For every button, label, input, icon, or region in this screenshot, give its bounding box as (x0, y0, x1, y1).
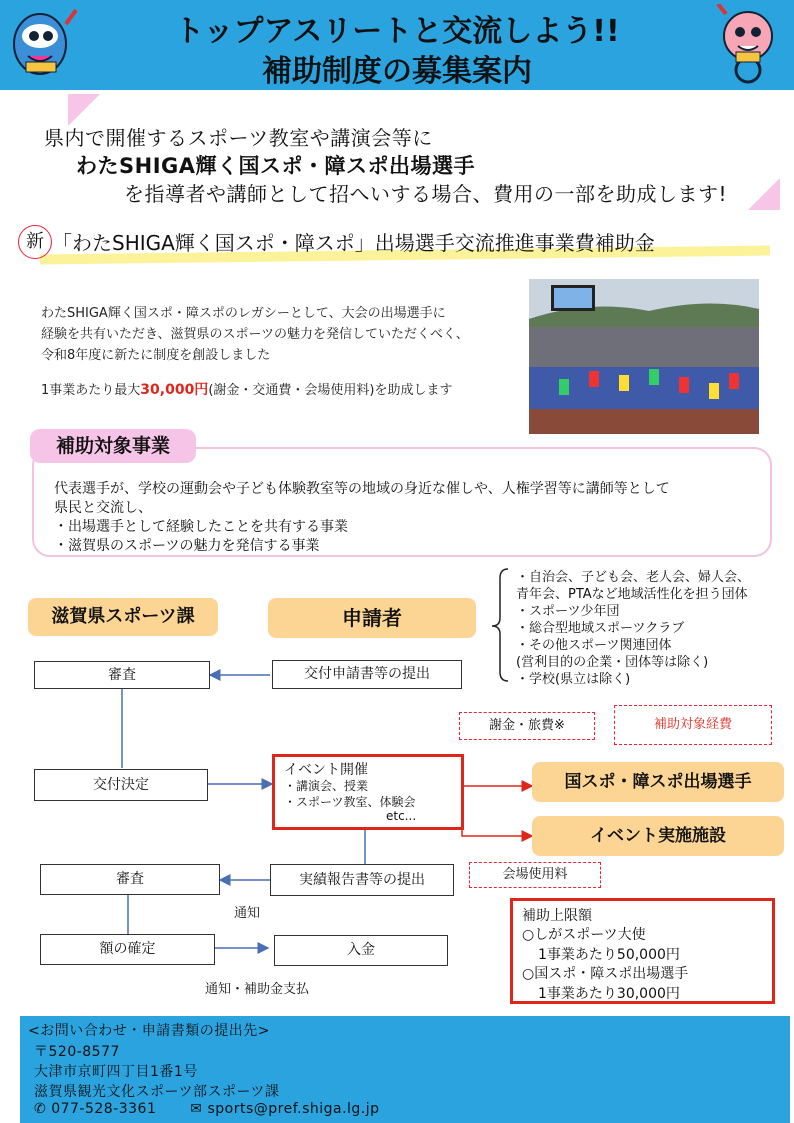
payment-step: 入金 (274, 935, 448, 966)
applicant-type-2: ・スポーツ少年団 (516, 604, 620, 619)
email-address[interactable]: sports@pref.shiga.lg.jp (207, 1101, 380, 1117)
applicant-type-4: ・その他スポーツ関連団体 (516, 638, 672, 653)
applicant-type-5: ・学校(県立は除く) (516, 672, 631, 687)
target-projects-title: 補助対象事業 (30, 429, 196, 463)
event-title: イベント開催 (284, 762, 368, 778)
event-item-1: ・講演会、授業 (284, 779, 369, 793)
sports-division-label: 滋賀県スポーツ課 (28, 598, 218, 636)
target-item-1: ・出場選手として経験したことを共有する事業 (54, 519, 348, 535)
lead-line-2: 経験を共有いただき、滋賀県のスポーツの魅力を発信していただくべく、 (41, 327, 469, 342)
event-etc: etc... (386, 809, 417, 823)
page-subtitle: 補助制度の募集案内 (262, 54, 532, 89)
limit-athlete: ○国スポ・障スポ出場選手 (522, 966, 689, 982)
contact-title: <お問い合わせ・申請書類の提出先> (28, 1023, 270, 1039)
limit-athlete-amount: 1事業あたり30,000円 (538, 986, 680, 1002)
postal-code: 〒520-8577 (34, 1044, 120, 1060)
submit-application-step: 交付申請書等の提出 (272, 660, 462, 689)
lead-line-3: 令和8年度に新たに制度を創設しました (41, 348, 271, 363)
review-step-1: 審査 (34, 661, 210, 689)
limit-ambassador: ○しがスポーツ大使 (522, 927, 646, 943)
target-line-1: 代表選手が、学校の運動会や子ども体験教室等の地域の身近な催しや、人権学習等に講師等として (54, 481, 670, 497)
intro-line-2: わたSHIGA輝く国スポ・障スポ出場選手 (76, 154, 476, 178)
lead-line-1: わたSHIGA輝く国スポ・障スポのレガシーとして、大会の出場選手に (41, 306, 446, 321)
phone-line (34, 1101, 380, 1117)
applicant-type-3: ・総合型地域スポーツクラブ (516, 621, 685, 636)
athlete-label: 国スポ・障スポ出場選手 (532, 762, 784, 802)
max-suffix: (謝金・交通費・会場使用料)を助成します (208, 383, 453, 398)
notice-payment-label: 通知・補助金支払 (205, 982, 310, 997)
target-line-2: 県民と交流し、 (54, 500, 152, 516)
limit-ambassador-amount: 1事業あたり50,000円 (538, 947, 680, 963)
event-item-2: ・スポーツ教室、体験会 (284, 795, 416, 809)
intro-line-3: を指導者や講師として招へいする場合、費用の一部を助成します! (124, 182, 728, 206)
review-step-2: 審査 (40, 864, 220, 895)
page-title: トップアスリートと交流しよう!! (174, 14, 620, 49)
address: 大津市京町四丁目1番1号 (34, 1064, 198, 1080)
target-item-2: ・滋賀県のスポーツの魅力を発信する事業 (54, 538, 320, 554)
applicant-type-1: ・自治会、子ども会、老人会、婦人会、 (516, 570, 751, 585)
applicant-type-1b: 青年会、PTAなど地域活性化を担う団体 (516, 587, 748, 602)
applicant-label: 申請者 (268, 598, 476, 638)
report-submission-step: 実績報告書等の提出 (270, 864, 454, 896)
grant-decision-step: 交付決定 (34, 769, 208, 801)
max-amount: 30,000円 (140, 382, 209, 398)
phone-icon: ✆ (34, 1101, 47, 1117)
new-mark: 新 (18, 225, 52, 259)
applicant-type-4b: (営利目的の企業・団体等は除く) (516, 655, 709, 670)
mail-icon: ✉ (190, 1101, 203, 1117)
max-prefix: 1事業あたり最大 (41, 383, 141, 398)
honorarium-label: 謝金・旅費※ (459, 712, 595, 740)
program-name: 「わたSHIGA輝く国スポ・障スポ」出場選手交流推進事業費補助金 (52, 231, 655, 255)
notice-label: 通知 (234, 906, 261, 921)
eligible-costs-label: 補助対象経費 (614, 705, 772, 745)
intro-line-1: 県内で開催するスポーツ教室や講演会等に (44, 126, 433, 150)
grant-limit-title: 補助上限額 (522, 908, 592, 924)
amount-confirmation-step: 額の確定 (40, 934, 215, 965)
phone-number[interactable]: 077-528-3361 (51, 1101, 157, 1117)
venue-fee-label: 会場使用料 (469, 862, 601, 888)
office-name: 滋賀県観光文化スポーツ部スポーツ課 (34, 1084, 280, 1100)
venue-label: イベント実施施設 (532, 816, 784, 856)
